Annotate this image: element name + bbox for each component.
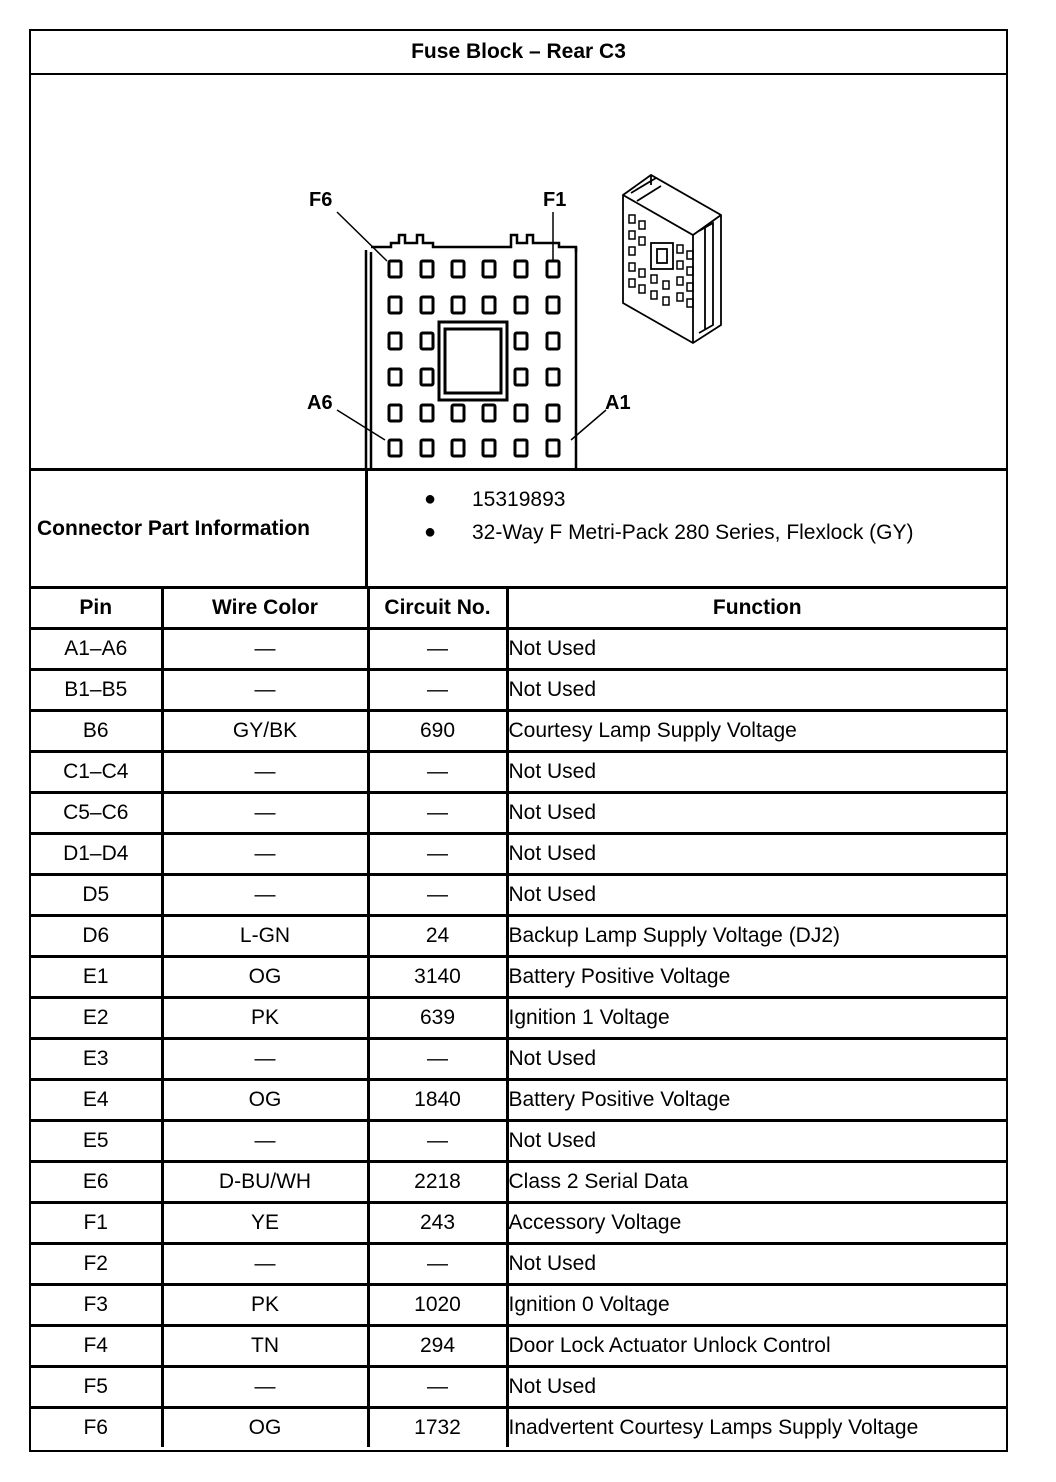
cell-wire-color: OG <box>162 957 368 998</box>
table-row <box>31 1162 1006 1203</box>
header-circuit-no: Circuit No. <box>368 589 507 629</box>
cell-wire-color: YE <box>162 1203 368 1244</box>
connector-diagram <box>31 75 1006 471</box>
cell-function: Not Used <box>507 752 1006 793</box>
table-row <box>31 1121 1006 1162</box>
cell-pin: D1–D4 <box>31 834 162 875</box>
cell-circuit-no: 1020 <box>368 1285 507 1326</box>
table-row <box>31 998 1006 1039</box>
cell-wire-color: OG <box>162 1080 368 1121</box>
table-row <box>31 1244 1006 1285</box>
label-f6: F6 <box>309 189 333 211</box>
cell-pin: F6 <box>31 1408 162 1448</box>
cell-pin: C5–C6 <box>31 793 162 834</box>
cell-circuit-no: — <box>368 834 507 875</box>
bullet-icon: ● <box>423 521 437 543</box>
connector-info-label: Connector Part Information <box>31 471 368 586</box>
pin-cavity <box>389 297 401 313</box>
connector-isometric-illustration <box>623 175 721 343</box>
page-title: Fuse Block – Rear C3 <box>31 31 1006 75</box>
cell-wire-color: — <box>162 793 368 834</box>
table-row <box>31 1080 1006 1121</box>
label-a6: A6 <box>307 392 333 414</box>
table-row <box>31 1285 1006 1326</box>
connector-description: 32-Way F Metri-Pack 280 Series, Flexlock (GY) <box>472 520 914 544</box>
header-wire-color: Wire Color <box>162 589 368 629</box>
cell-pin: F2 <box>31 1244 162 1285</box>
pin-cavity <box>452 297 464 313</box>
pin-grid <box>389 261 559 456</box>
table-row <box>31 711 1006 752</box>
cell-circuit-no: 2218 <box>368 1162 507 1203</box>
cell-circuit-no: 1732 <box>368 1408 507 1448</box>
table-row <box>31 629 1006 670</box>
pin-cavity <box>515 297 527 313</box>
cell-function: Door Lock Actuator Unlock Control <box>507 1326 1006 1367</box>
cell-circuit-no: — <box>368 1039 507 1080</box>
header-pin: Pin <box>31 589 162 629</box>
cell-wire-color: TN <box>162 1326 368 1367</box>
cell-circuit-no: 24 <box>368 916 507 957</box>
pin-cavity <box>421 369 433 385</box>
cell-function: Ignition 1 Voltage <box>507 998 1006 1039</box>
cell-wire-color: — <box>162 1039 368 1080</box>
table-row <box>31 793 1006 834</box>
pin-cavity <box>483 405 495 421</box>
cell-circuit-no: — <box>368 875 507 916</box>
pin-cavity <box>452 261 464 277</box>
cell-pin: F1 <box>31 1203 162 1244</box>
pin-cavity <box>547 440 559 456</box>
pin-cavity <box>547 261 559 277</box>
cell-wire-color: PK <box>162 1285 368 1326</box>
pin-cavity <box>421 297 433 313</box>
cell-function: Not Used <box>507 1367 1006 1408</box>
cell-pin: F5 <box>31 1367 162 1408</box>
cell-function: Battery Positive Voltage <box>507 957 1006 998</box>
cell-pin: B1–B5 <box>31 670 162 711</box>
table-row <box>31 1367 1006 1408</box>
cell-circuit-no: — <box>368 1121 507 1162</box>
cell-wire-color: — <box>162 834 368 875</box>
cell-circuit-no: 690 <box>368 711 507 752</box>
cell-wire-color: L-GN <box>162 916 368 957</box>
pin-cavity <box>421 333 433 349</box>
pin-cavity <box>515 333 527 349</box>
cell-wire-color: — <box>162 629 368 670</box>
cell-circuit-no: 3140 <box>368 957 507 998</box>
cell-circuit-no: 1840 <box>368 1080 507 1121</box>
pin-cavity <box>389 369 401 385</box>
cell-pin: D5 <box>31 875 162 916</box>
pin-cavity <box>483 261 495 277</box>
connector-part-info <box>31 471 1006 589</box>
pin-cavity <box>547 333 559 349</box>
cell-pin: A1–A6 <box>31 629 162 670</box>
cell-function: Not Used <box>507 629 1006 670</box>
header-function: Function <box>507 589 1006 629</box>
cell-function: Battery Positive Voltage <box>507 1080 1006 1121</box>
cell-function: Not Used <box>507 1039 1006 1080</box>
part-number: 15319893 <box>472 487 566 511</box>
pin-cavity <box>515 369 527 385</box>
cell-function: Courtesy Lamp Supply Voltage <box>507 711 1006 752</box>
cell-function: Inadvertent Courtesy Lamps Supply Voltage <box>508 1416 919 1439</box>
pin-cavity <box>547 369 559 385</box>
table-row <box>31 1203 1006 1244</box>
table-row <box>31 1326 1006 1367</box>
cell-function: Ignition 0 Voltage <box>507 1285 1006 1326</box>
cell-pin: E1 <box>31 957 162 998</box>
table-row <box>31 752 1006 793</box>
pin-cavity <box>389 440 401 456</box>
pin-cavity <box>421 405 433 421</box>
cell-pin: F4 <box>31 1326 162 1367</box>
cell-wire-color: PK <box>162 998 368 1039</box>
pinout-table <box>31 589 1006 1447</box>
label-f1: F1 <box>543 189 567 211</box>
cell-wire-color: — <box>162 1244 368 1285</box>
cell-pin: F3 <box>31 1285 162 1326</box>
table-row <box>31 957 1006 998</box>
cell-pin: C1–C4 <box>31 752 162 793</box>
cell-function: Not Used <box>507 793 1006 834</box>
cell-wire-color: — <box>162 1367 368 1408</box>
cell-pin: E5 <box>31 1121 162 1162</box>
pin-cavity <box>515 440 527 456</box>
cell-function: Not Used <box>507 875 1006 916</box>
list-item <box>368 516 1006 549</box>
cell-circuit-no: — <box>368 629 507 670</box>
table-row <box>31 875 1006 916</box>
connector-face-drawing <box>31 75 1006 468</box>
pin-cavity <box>389 333 401 349</box>
cell-circuit-no: — <box>368 752 507 793</box>
cell-pin: E6 <box>31 1162 162 1203</box>
pin-cavity <box>389 405 401 421</box>
cell-function: Backup Lamp Supply Voltage (DJ2) <box>507 916 1006 957</box>
cell-function: Not Used <box>507 670 1006 711</box>
cell-circuit-no: — <box>368 670 507 711</box>
cell-pin: D6 <box>31 916 162 957</box>
cell-wire-color: D-BU/WH <box>162 1162 368 1203</box>
cell-pin: E3 <box>31 1039 162 1080</box>
cell-circuit-no: 639 <box>368 998 507 1039</box>
pinout-rows <box>31 629 1006 1448</box>
table-row <box>31 916 1006 957</box>
cell-circuit-no: — <box>368 1244 507 1285</box>
cell-pin: E2 <box>31 998 162 1039</box>
list-item <box>368 483 1006 516</box>
pin-cavity <box>389 261 401 277</box>
label-a1: A1 <box>605 392 631 414</box>
connector-sheet <box>29 29 1008 1452</box>
connector-info-list <box>368 471 1006 586</box>
pin-cavity <box>421 440 433 456</box>
cell-circuit-no: 243 <box>368 1203 507 1244</box>
cell-function: Not Used <box>507 1244 1006 1285</box>
cell-circuit-no: — <box>368 1367 507 1408</box>
cell-function: Not Used <box>507 834 1006 875</box>
pin-cavity <box>547 297 559 313</box>
pin-cavity <box>452 440 464 456</box>
pin-cavity <box>515 405 527 421</box>
pin-cavity <box>515 261 527 277</box>
cell-wire-color: — <box>162 1121 368 1162</box>
cell-pin: B6 <box>31 711 162 752</box>
cell-circuit-no: 294 <box>368 1326 507 1367</box>
table-row <box>31 670 1006 711</box>
cell-function: Accessory Voltage <box>507 1203 1006 1244</box>
pin-cavity <box>483 297 495 313</box>
cell-wire-color: — <box>162 875 368 916</box>
cell-function: Class 2 Serial Data <box>507 1162 1006 1203</box>
pin-cavity <box>421 261 433 277</box>
cell-wire-color: — <box>162 752 368 793</box>
cell-wire-color: — <box>162 670 368 711</box>
pin-cavity <box>452 405 464 421</box>
cell-wire-color: GY/BK <box>162 711 368 752</box>
pin-cavity <box>483 440 495 456</box>
cell-wire-color: OG <box>162 1408 368 1448</box>
bullet-icon: ● <box>423 488 437 510</box>
table-header-row <box>31 589 1006 629</box>
cell-pin: E4 <box>31 1080 162 1121</box>
table-row <box>31 1039 1006 1080</box>
cell-circuit-no: — <box>368 793 507 834</box>
cell-function: Not Used <box>507 1121 1006 1162</box>
table-row <box>31 834 1006 875</box>
pin-cavity <box>547 405 559 421</box>
table-row <box>31 1408 1006 1448</box>
